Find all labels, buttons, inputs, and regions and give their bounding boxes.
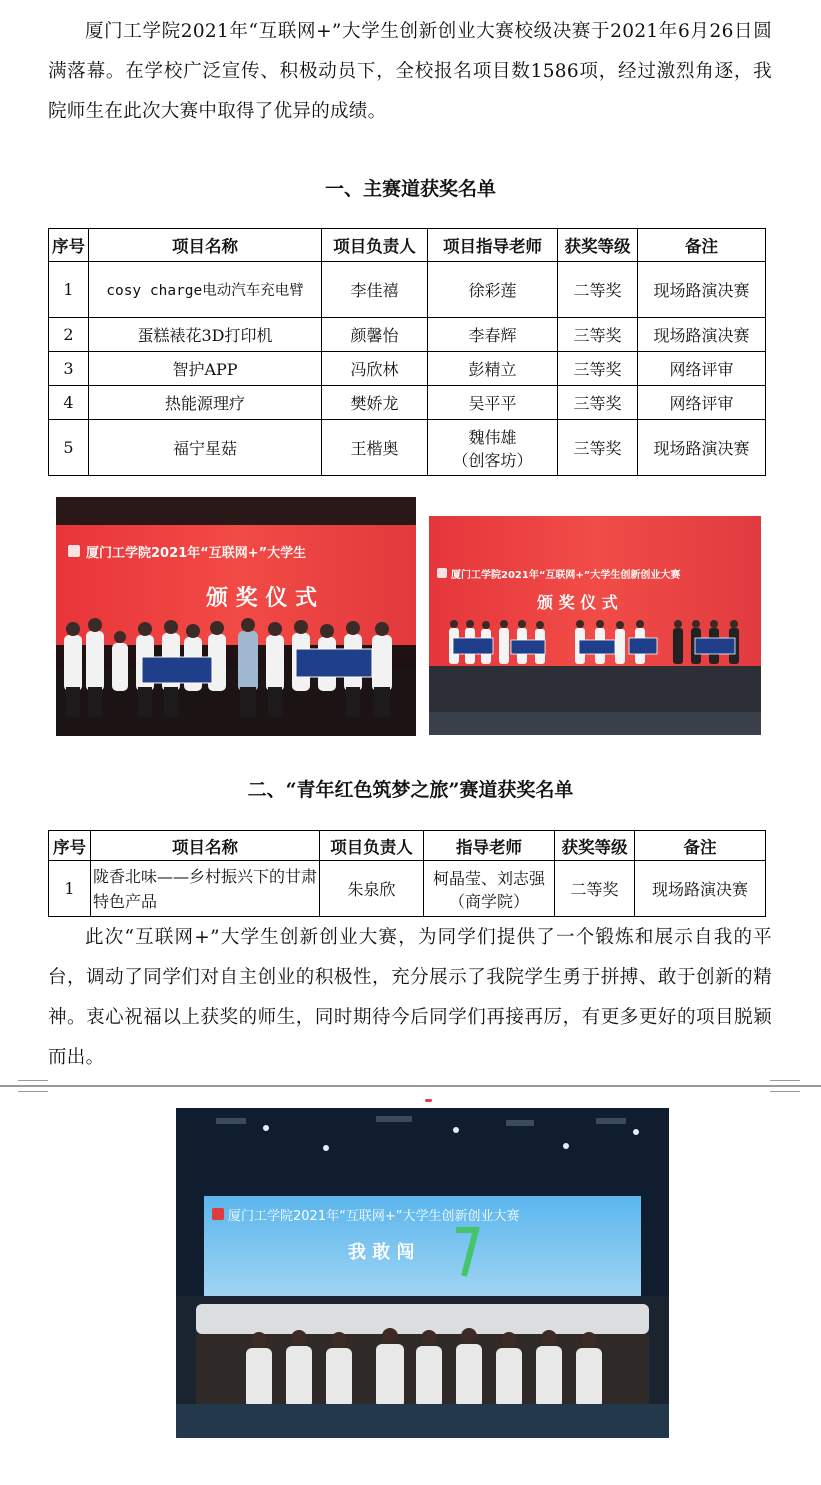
advisor-unit: （商学院） [448,891,529,911]
header-no: 序号 [49,229,89,262]
cell-advisor: 李春辉 [428,318,558,352]
cell-project-name: 智护APP [89,352,322,386]
red-dream-track-award-table [48,830,766,917]
cell-leader: 冯欣林 [322,352,428,386]
table-row [49,318,766,352]
photo1-banner: 厦门工学院2021年“互联网+”大学生 [86,546,307,561]
cell-remark: 现场路演决赛 [638,420,766,476]
photo2-banner: 厦门工学院2021年“互联网+”大学生创新创业大赛 [451,570,681,581]
photo2-ceremony: 颁 奖 仪 式 [537,593,618,612]
page-break-line [0,1085,821,1087]
header-leader: 项目负责人 [322,229,428,262]
closing-paragraph: 此次“互联网+”大学生创新创业大赛，为同学们提供了一个锻炼和展示自我的平台，调动了同学们对自主创业的积极性，充分展示了我院学生勇于拼搏、敢于创新的精神。衷心祝福以上获奖的师生，同时期待今后同学们再接再厉，有更多更好的项目脱颖而出。 [48,927,772,1068]
advisor-name: 魏伟雄 [468,427,517,447]
cell-advisor: 彭精立 [428,352,558,386]
header-project-name: 项目名称 [89,229,322,262]
table-row [49,420,766,476]
cell-leader: 颜馨怡 [322,318,428,352]
table-row [49,861,766,917]
table-header-row [49,229,766,262]
cell-remark: 网络评审 [638,386,766,420]
header-advisor: 项目指导老师 [428,229,558,262]
cell-no: 5 [49,420,89,476]
header-award-level: 获奖等级 [555,831,635,861]
cell-project-name: cosy charge电动汽车充电臂 [89,262,322,318]
cell-award-level: 三等奖 [558,318,638,352]
header-remark: 备注 [635,831,766,861]
cell-leader: 王楷奥 [322,420,428,476]
intro-paragraph: 厦门工学院2021年“互联网+”大学生创新创业大赛校级决赛于2021年6月26日圆满落幕。在学校广泛宣传、积极动员下，全校报名项目数1586项，经过激烈角逐，我院师生在此次大赛中取得了优异的成绩。 [48,21,772,122]
cell-advisor: 吴平平 [428,386,558,420]
cell-no: 1 [49,262,89,318]
cell-leader: 朱泉欣 [320,861,424,917]
cell-leader: 李佳禧 [322,262,428,318]
cell-no: 4 [49,386,89,420]
photo3-banner: 厦门工学院2021年“互联网+”大学生创新创业大赛 [228,1209,520,1224]
cell-remark: 网络评审 [638,352,766,386]
cell-advisor [424,861,555,917]
page-marker [425,1099,432,1102]
photo1-ceremony: 颁 奖 仪 式 [206,585,317,611]
cell-project-name: 陇香北味——乡村振兴下的甘肃特色产品 [91,861,320,917]
cell-project-name: 蛋糕裱花3D打印机 [89,318,322,352]
table-row [49,352,766,386]
header-no: 序号 [49,831,91,861]
cell-remark: 现场路演决赛 [638,262,766,318]
cell-leader: 樊娇龙 [322,386,428,420]
section1-title: 一、主赛道获奖名单 [324,178,496,200]
main-track-award-table [48,228,766,476]
cell-award-level: 二等奖 [558,262,638,318]
header-leader: 项目负责人 [320,831,424,861]
cell-award-level: 三等奖 [558,386,638,420]
award-ceremony-photo-2 [429,516,761,735]
advisor-unit: （创客坊） [452,450,533,470]
cell-project-name: 福宁星菇 [89,420,322,476]
cell-project-name: 热能源理疗 [89,386,322,420]
cell-award-level: 三等奖 [558,420,638,476]
section2-title: 二、“青年红色筑梦之旅”赛道获奖名单 [247,779,574,801]
cell-remark: 现场路演决赛 [635,861,766,917]
group-photo [176,1108,669,1438]
cell-advisor: 徐彩莲 [428,262,558,318]
table-row [49,262,766,318]
cell-remark: 现场路演决赛 [638,318,766,352]
header-award-level: 获奖等级 [558,229,638,262]
cell-award-level: 三等奖 [558,352,638,386]
table-header-row [49,831,766,861]
header-advisor: 指导老师 [424,831,555,861]
cell-no: 2 [49,318,89,352]
cell-award-level: 二等奖 [555,861,635,917]
cell-no: 1 [49,861,91,917]
table-row [49,386,766,420]
header-project-name: 项目名称 [91,831,320,861]
header-remark: 备注 [638,229,766,262]
cell-advisor [428,420,558,476]
award-ceremony-photo-1 [56,497,416,736]
advisor-name: 柯晶莹、刘志强 [432,868,545,888]
photo3-tagline: 我 敢 闯 [348,1242,415,1263]
cell-no: 3 [49,352,89,386]
